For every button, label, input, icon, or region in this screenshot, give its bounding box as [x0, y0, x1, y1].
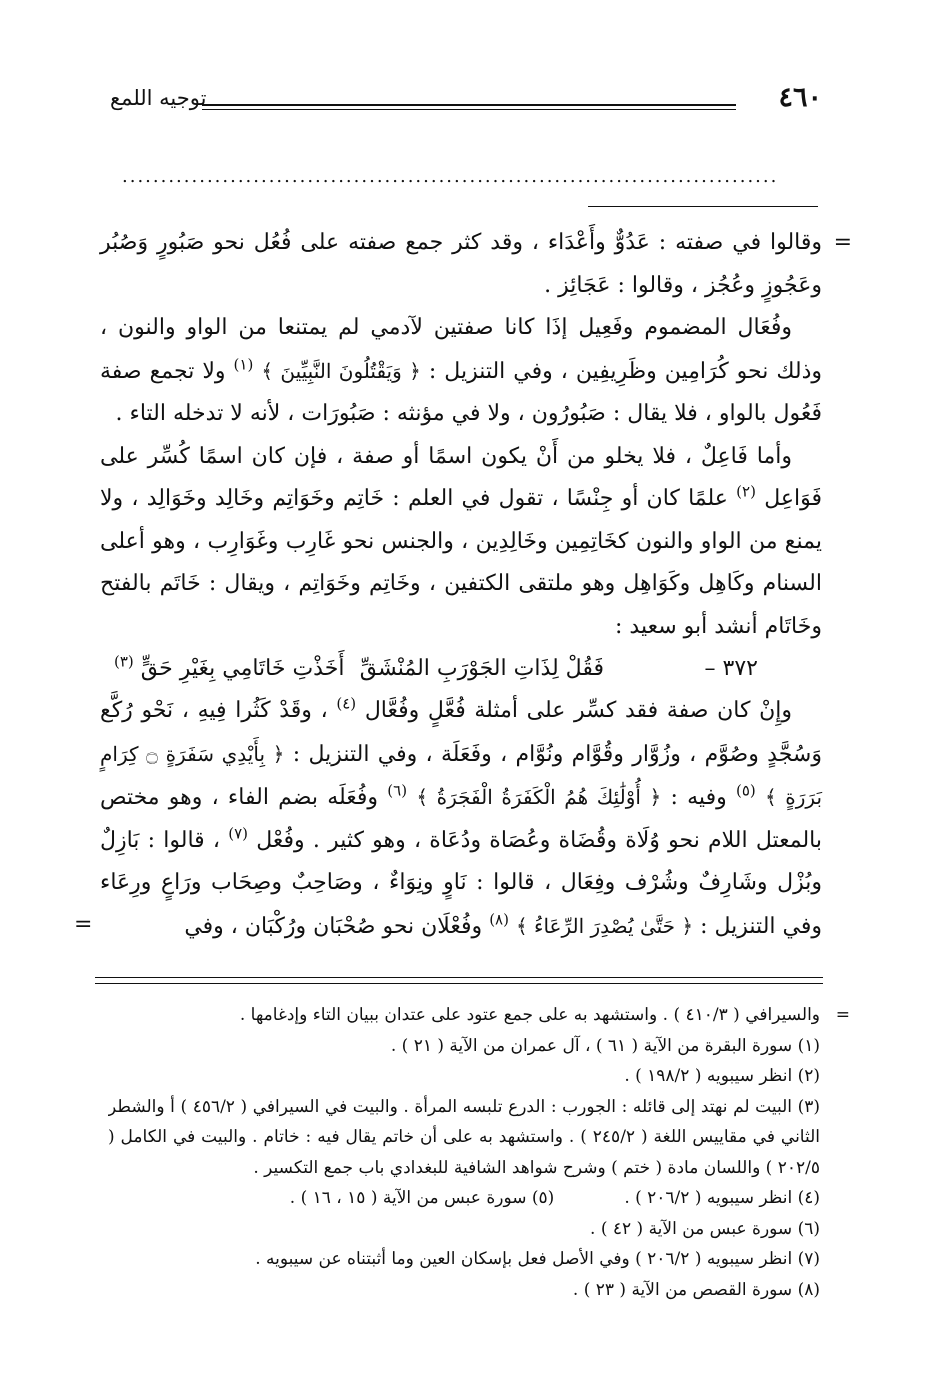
footnote-6: (٦) سورة عبس من الآية ( ٤٢ ) . — [590, 1218, 820, 1239]
footnote-ref: (٢) — [736, 482, 756, 501]
footnote-ref: (٦) — [387, 781, 408, 800]
p4-text-f: وفُعْلَان نحو صُحْبَان ورُكْبَان ، وفي — [184, 913, 483, 939]
quran-quote: ﴿ حَتَّىٰ يُصْدِرَ الرِّعَاءُ ﴾ — [515, 913, 694, 938]
footnote-5: (٥) سورة عبس من الآية ( ١٥ ، ١٦ ) . — [289, 1188, 555, 1208]
footnote-4-5 — [108, 1183, 820, 1214]
continuation-mark: = — [833, 230, 852, 255]
footnote-7: (٧) انظر سيبويه ( ٢٠٦/٢ ) وفي الأصل فعل بإسكان العين وما أثبتناه عن سيبويه . — [255, 1249, 820, 1269]
quran-quote: ﴿ أُوْلَٰئِكَ هُمُ الْكَفَرَةُ الْفَجَرَةُ ﴾ — [416, 785, 662, 809]
footnote-ref: (٧) — [228, 824, 248, 843]
footnote-1: (١) سورة البقرة من الآية ( ٦١ ) ، آل عمران من الآية ( ٢١ ) . — [390, 1035, 820, 1056]
running-title: توجيه اللمع — [110, 86, 207, 110]
quran-quote: ﴿ بِأَيْدِي سَفَرَةٍ ۝ كِرَامٍ بَرَرَةٍ ﴾ — [100, 741, 823, 809]
verse-first-hemistich: فَقُلْ لِذَاتِ الجَوْرَبِ المُنْشَقِّ — [359, 656, 604, 681]
quran-quote: ﴿ وَيَقْتُلُونَ النَّبِيِّينَ ﴾ — [261, 358, 421, 383]
p4-text-e: ، قالوا : بَازِلٌ وبُزْل وشَارِفٌ وشُرْف وفِعَال ، قالوا : نَاوٍ ونِوَاءٌ ، وصَاحِبٌ وصِحَاب ورَاعٍ ورِعَاء وفي التنزيل : — [100, 827, 822, 939]
continuation-mark-end: = — [74, 911, 93, 937]
header-rule-thin — [202, 109, 736, 110]
footnote-ref: (٥) — [735, 781, 756, 800]
p2-text-a: وفُعَال المضموم وفَعِيل إذَا كانا صفتين لآدمي لم يمتنعا من الواو والنون ، وذلك نحو كُرَامِين وظَرِيفِين ، وفي التنزيل : — [100, 315, 823, 384]
footnote-ref: (٣) — [114, 652, 134, 671]
p3-text-a: وأما فَاعِلٌ ، فلا يخلو من أَنْ يكون اسمًا أو صفة ، فإن كان اسمًا كُسِّر على فَوَاعِل — [100, 443, 822, 511]
verse-number: ٣٧٢ – — [704, 656, 758, 681]
footnote-cont-text: والسيرافي ( ٤١٠/٣ ) . واستشهد به على جمع عتود على عتدان ببيان التاء وإدغامها . — [239, 1005, 820, 1025]
paragraph-3 — [100, 436, 822, 649]
p1-line2: وعَجُوزٍ وعُجُز ، وقالوا : عَجَائِز . — [544, 272, 822, 298]
footnote-2: (٢) انظر سيبويه ( ١٩٨/٢ ) . — [624, 1066, 820, 1086]
p4-text-d: وفُعَلَه بضم الفاء ، وهو مختص بالمعتل اللام نحو وُلَاة وقُضَاة وعُصَاة ودُعَاة ، وهو كثير . وفُعْل — [100, 785, 822, 853]
footnote-rule-thin — [95, 983, 823, 984]
p4-text-a: وإِنْ كان صفة فقد كسِّر على أمثلة فُعَّلٍ وفُعَّال — [364, 698, 792, 723]
footnotes — [108, 1000, 850, 1305]
p2-text-b: ولا تجمع صفة فَعُول بالواو ، فلا يقال : صَبُورُون ، ولا في مؤنثه : صَبُورَات ، لأنه لا تدخله التاء . — [100, 358, 822, 426]
dotted-separator: ..................................................................................... — [122, 166, 779, 187]
verse-second-hemistich — [114, 648, 344, 691]
paragraph-4 — [74, 690, 823, 948]
p4-text-b: ، وقَدْ كَثُرا فِيهِ ، نَحْو رُكَّع وَسُجَّدٍ وصُوَّم ، وزُوَّار وقُوَّام ونُوَّام ، وفَعَلَة ، وفي التنزيل : — [100, 698, 822, 767]
footnote-continuation — [108, 1000, 850, 1031]
footnote-4: (٤) انظر سيبويه ( ٢٠٦/٢ ) . — [624, 1188, 820, 1208]
main-text — [74, 222, 852, 948]
paragraph-1 — [100, 222, 852, 307]
footnote-3: (٣) البيت لم نهتد إلى قائله : الجورب : الدرع تلبسه المرأة . والبيت في السيرافي ( ٤٥٦/٢ ) أ والشطر الثاني في مقاييس اللغة ( ٢٤٥/٢ ) . واستشهد به على أن خاتم يقال فيه : خاتام . والبيت في الكامل ( ٢٠٢/٥ ) واللسان مادة ( ختم ) وشرح شواهد الشافية للبغدادي باب جمع التكسير . — [108, 1096, 820, 1178]
poetry-verse — [100, 648, 822, 690]
verse-h2-text: أَخَذْتِ خَاتَامِي بِغَيْرِ حَقٍّ — [140, 656, 345, 681]
short-rule — [588, 206, 818, 207]
p3-text-b: علمًا كان أو جِنْسًا ، تقول في العلم : خَاتِم وخَوَاتِم وخَالِد وخَوَالِد ، ولا يمنع من الواو والنون كخَاتِمِين وخَالِدِين ، والجنس نحو غَارِب وغَوَارِب ، وهو أعلى السنام وكَاهِل وكَوَاهِل وهو ملتقى الكتفين ، وخَاتِم وخَوَاتِم ، ويقال : خَاتَم بالفتح وخَاتَام أنشد أبو سعيد : — [100, 486, 822, 639]
footnote-ref: (٨) — [489, 910, 509, 929]
footnote-8: (٨) سورة القصص من الآية ( ٢٣ ) . — [572, 1279, 820, 1300]
running-header — [110, 82, 822, 122]
header-rule — [202, 104, 736, 106]
continuation-mark: = — [835, 1005, 850, 1025]
paragraph-2 — [100, 307, 822, 436]
p4-text-c: وفيه : — [670, 785, 727, 810]
footnote-ref: (١) — [233, 355, 254, 374]
page-number: ٤٦٠ — [778, 82, 822, 113]
footnote-rule — [95, 977, 823, 978]
p1-line1: وقالوا في صفته : عَدُوٌّ وأَعْدَاء ، وقد كثر جمع صفته على فُعُل نحو صَبُورٍ وَصُبُر — [100, 230, 822, 255]
footnote-ref: (٤) — [336, 694, 357, 713]
